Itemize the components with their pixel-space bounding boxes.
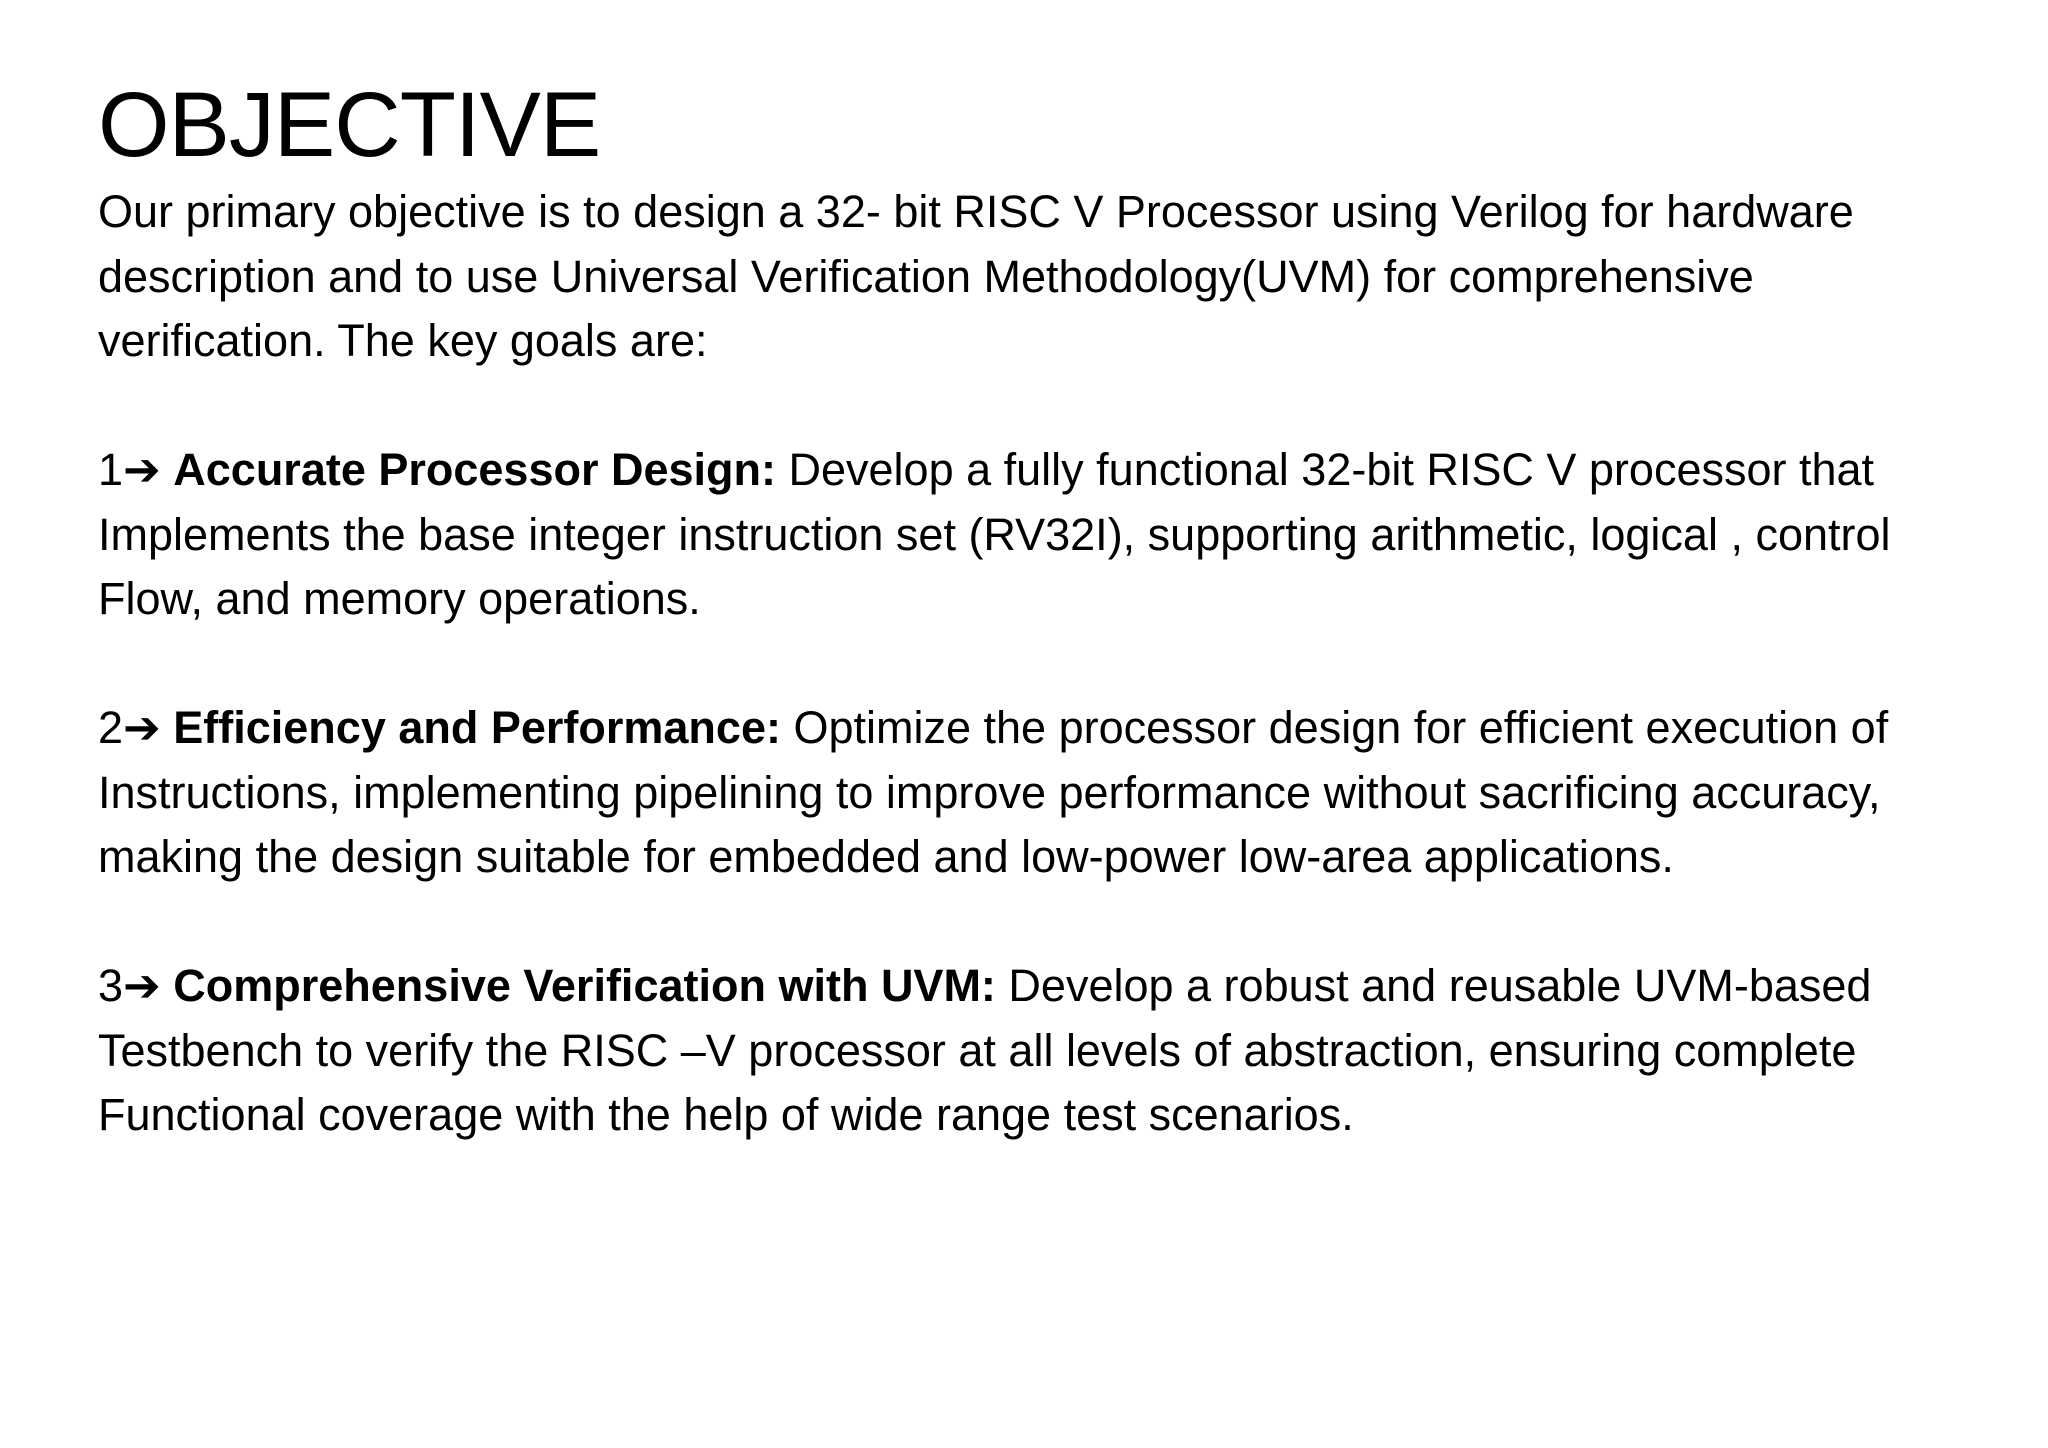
paragraph-spacer [98, 374, 2048, 439]
goal-number: 1 [98, 444, 124, 495]
goal-heading: Comprehensive Verification with UVM: [173, 960, 996, 1011]
goal-line: Testbench to verify the RISC –V processor at all levels of abstraction, ensuring complete [98, 1024, 1857, 1076]
intro-line: verification. The key goals are: [98, 315, 708, 366]
goal-line: making the design suitable for embedded and low-power low-area applications. [98, 831, 1674, 882]
slide-body [98, 180, 2048, 1148]
goal-first-line-text: Optimize the processor design for efficient execution of [780, 702, 1889, 753]
goal-first-line [98, 696, 2048, 761]
slide-title: OBJECTIVE [98, 74, 601, 176]
arrow-right-icon: ➔ [123, 960, 161, 1011]
goal-first-line [98, 438, 2048, 503]
arrow-right-icon: ➔ [123, 702, 161, 753]
paragraph-spacer [98, 890, 2048, 955]
goal-line: Instructions, implementing pipelining to improve performance without sacrificing accuracy, [98, 766, 1881, 818]
arrow-right-icon: ➔ [123, 444, 161, 495]
goal-line: Implements the base integer instruction set (RV32I), supporting arithmetic, logical , control [98, 508, 1891, 560]
paragraph-spacer [98, 632, 2048, 697]
goal-item-3 [98, 954, 2048, 1148]
goal-first-line [98, 954, 2048, 1019]
intro-line: description and to use Universal Verification Methodology(UVM) for comprehensive [98, 250, 1754, 302]
goal-line: Flow, and memory operations. [98, 573, 701, 624]
intro-line: Our primary objective is to design a 32- bit RISC V Processor using Verilog for hardware [98, 186, 1854, 237]
goal-first-line-text: Develop a robust and reusable UVM-based [995, 960, 1872, 1011]
goal-number: 2 [98, 702, 124, 753]
goal-heading: Accurate Processor Design: [173, 444, 776, 495]
goal-line: Functional coverage with the help of wide range test scenarios. [98, 1089, 1354, 1140]
goal-item-2 [98, 696, 2048, 890]
goal-number: 3 [98, 960, 124, 1011]
goal-item-1 [98, 438, 2048, 632]
goal-heading: Efficiency and Performance: [173, 702, 781, 753]
goal-first-line-text: Develop a fully functional 32-bit RISC V processor that [776, 444, 1875, 495]
